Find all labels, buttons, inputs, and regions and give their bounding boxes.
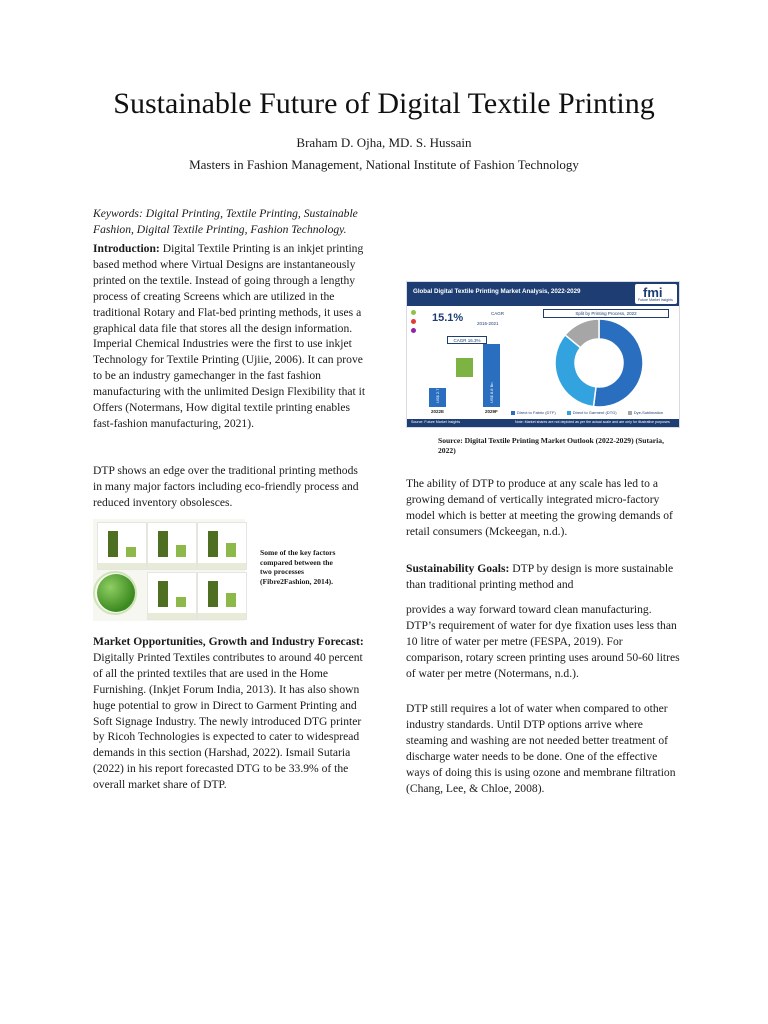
introduction-heading: Introduction: bbox=[93, 242, 160, 255]
factors-figure bbox=[93, 519, 245, 621]
cagr-label: CAGR bbox=[491, 311, 505, 316]
keywords: Keywords: Digital Printing, Textile Printing, Sustainable Fashion, Digital Textile Printing, Fashion Technology. bbox=[93, 207, 358, 236]
factor-cell-co2 bbox=[197, 572, 247, 620]
logo-subtitle: Future Market Insights bbox=[638, 298, 673, 302]
indicator-dots bbox=[411, 310, 417, 337]
factor-cell-power bbox=[147, 522, 197, 570]
chart-header bbox=[407, 282, 680, 306]
fmi-logo bbox=[635, 284, 677, 304]
pie-slice-0 bbox=[593, 319, 643, 407]
legend-item-dye-sub: Dye-Sublimation bbox=[628, 410, 663, 415]
affiliation: Masters in Fashion Management, National Institute of Fashion Technology bbox=[189, 157, 579, 172]
authors: Braham D. Ojha, MD. S. Hussain bbox=[296, 135, 472, 150]
introduction-text: Digital Textile Printing is an inkjet printing based method where Virtual Designs are instantaneously printed on the textile. Instead of going through a lengthy process of creating Screens which are utilized in the traditional Rotary and Flat-bed printing methods, it uses a graphical data file that stores all the design information. Imperial Chemical Industries were the first to use inkjet Technology for Textile Printing (Ujiie, 2006). It can prove to be an industry gamechanger in the fast fashion manufacturing with the unlimited Design Flexibility that it Offers (Notermans, How digital textile printing enables fast-fashion manufacturing, 2021). bbox=[93, 242, 366, 430]
bar-value-label: US$ 2.7 Bn bbox=[435, 382, 440, 403]
factor-bar-traditional bbox=[108, 531, 118, 557]
pie-title: Split by Printing Process, 2022 bbox=[543, 309, 669, 318]
scale-paragraph: The ability of DTP to produce at any scale has led to a growing demand of vertically integrated micro-factory model which is better at meeting the growing demands of retail consumers (Mckeegan, n.d.). bbox=[406, 477, 673, 538]
chart-note: Note: Market shares are not depicted as per the actual scale and are only for illustrative purposes bbox=[515, 420, 670, 424]
legend-item-dtf: Direct to Fabric (DTF) bbox=[511, 410, 556, 415]
cagr-period: 2016-2021 bbox=[477, 321, 499, 326]
sustainability-heading: Sustainability Goals: bbox=[406, 562, 510, 575]
indicator-dot bbox=[411, 310, 416, 315]
chart-source: Source: Future Market Insights bbox=[411, 420, 461, 424]
chart-title: Global Digital Textile Printing Market Analysis, 2022-2029 bbox=[413, 288, 581, 295]
chart-caption: Source: Digital Textile Printing Market Outlook (2022-2029) (Sutaria, 2022) bbox=[438, 436, 664, 455]
market-analysis-chart bbox=[406, 281, 680, 428]
market-paragraph bbox=[93, 634, 368, 793]
market-heading: Market Opportunities, Growth and Industry Forecast: bbox=[93, 635, 364, 648]
printing-process-pie bbox=[549, 316, 649, 410]
pie-slice-1 bbox=[555, 335, 596, 407]
legend-item-dtg: Direct to Garment (DTG) bbox=[567, 410, 617, 415]
logo-text: fmi bbox=[643, 285, 663, 300]
sustainability-paragraph bbox=[406, 561, 681, 593]
factor-cell-waste bbox=[197, 522, 247, 570]
factor-bar-traditional bbox=[158, 581, 168, 607]
x-tick-2029: 2029F bbox=[485, 409, 498, 414]
indicator-dot bbox=[411, 328, 416, 333]
factor-bar-digital bbox=[176, 545, 186, 557]
factors-caption: Some of the key factors compared between the two processes (Fibre2Fashion, 2014). bbox=[260, 548, 336, 586]
water-requirement-paragraph: provides a way forward toward clean manufacturing. DTP’s requirement of water for dye fixation uses less than 10 litre of water per metre (FESPA, 2019). For comparison, rotary screen printing uses around 50-60 litres of water per metre (Notermans, n.d.). bbox=[406, 603, 680, 680]
pie-legend bbox=[511, 410, 673, 415]
forecast-cagr-badge: CAGR 16.3% bbox=[447, 336, 487, 344]
factor-bar-digital bbox=[226, 543, 236, 557]
dtp-edge-paragraph: DTP shows an edge over the traditional printing methods in many major factors including eco-friendly process and reduced inventory obsolesces. bbox=[93, 464, 359, 509]
globe-icon bbox=[97, 574, 135, 612]
cagr-value: 15.1% bbox=[432, 312, 464, 324]
bar-value-label: US$ 8.8 Bn bbox=[489, 382, 494, 403]
legend-swatch bbox=[567, 411, 571, 415]
factor-bar-traditional bbox=[208, 531, 218, 557]
growth-increment-bar bbox=[456, 358, 473, 378]
sustainability-text: DTP by design is more sustainable than traditional printing method and bbox=[406, 562, 674, 591]
factor-bar-digital bbox=[176, 597, 186, 607]
water-treatment-paragraph: DTP still requires a lot of water when compared to other industry standards. Until DTP options arrive where steaming and washing are not needed better treatment of discharge water needs to be done. One of the effective ways of doing this is using ozone and membrane filtration (Chang, Lee, & Chloe, 2008). bbox=[406, 702, 676, 795]
factor-cell-water bbox=[147, 572, 197, 620]
indicator-dot bbox=[411, 319, 416, 324]
chart-footer bbox=[407, 419, 680, 427]
introduction-paragraph bbox=[93, 241, 368, 432]
factor-bar-digital bbox=[126, 547, 136, 557]
factor-cell-lead-time bbox=[97, 522, 147, 570]
x-tick-2022: 2022E bbox=[431, 409, 445, 414]
factor-bar-digital bbox=[226, 593, 236, 607]
paper-title: Sustainable Future of Digital Textile Printing bbox=[113, 87, 655, 120]
legend-swatch bbox=[511, 411, 515, 415]
legend-swatch bbox=[628, 411, 632, 415]
factor-bar-traditional bbox=[208, 581, 218, 607]
market-text: Digitally Printed Textiles contributes to around 40 percent of all the printed textiles that are used in the Home Furnishing. (Inkjet Forum India, 2013). It has also shown huge potential to grow in Direct to Garment Printing and Soft Signage Industry. The newly introduced DTG printer by Ricoh Technologies is expected to cater to widespread demands in this section (Harshad, 2022). Ismail Sutaria (2022) in his report forecasted DTG to be 33.9% of the overall market share of DTP. bbox=[93, 650, 363, 792]
factor-bar-traditional bbox=[158, 531, 168, 557]
